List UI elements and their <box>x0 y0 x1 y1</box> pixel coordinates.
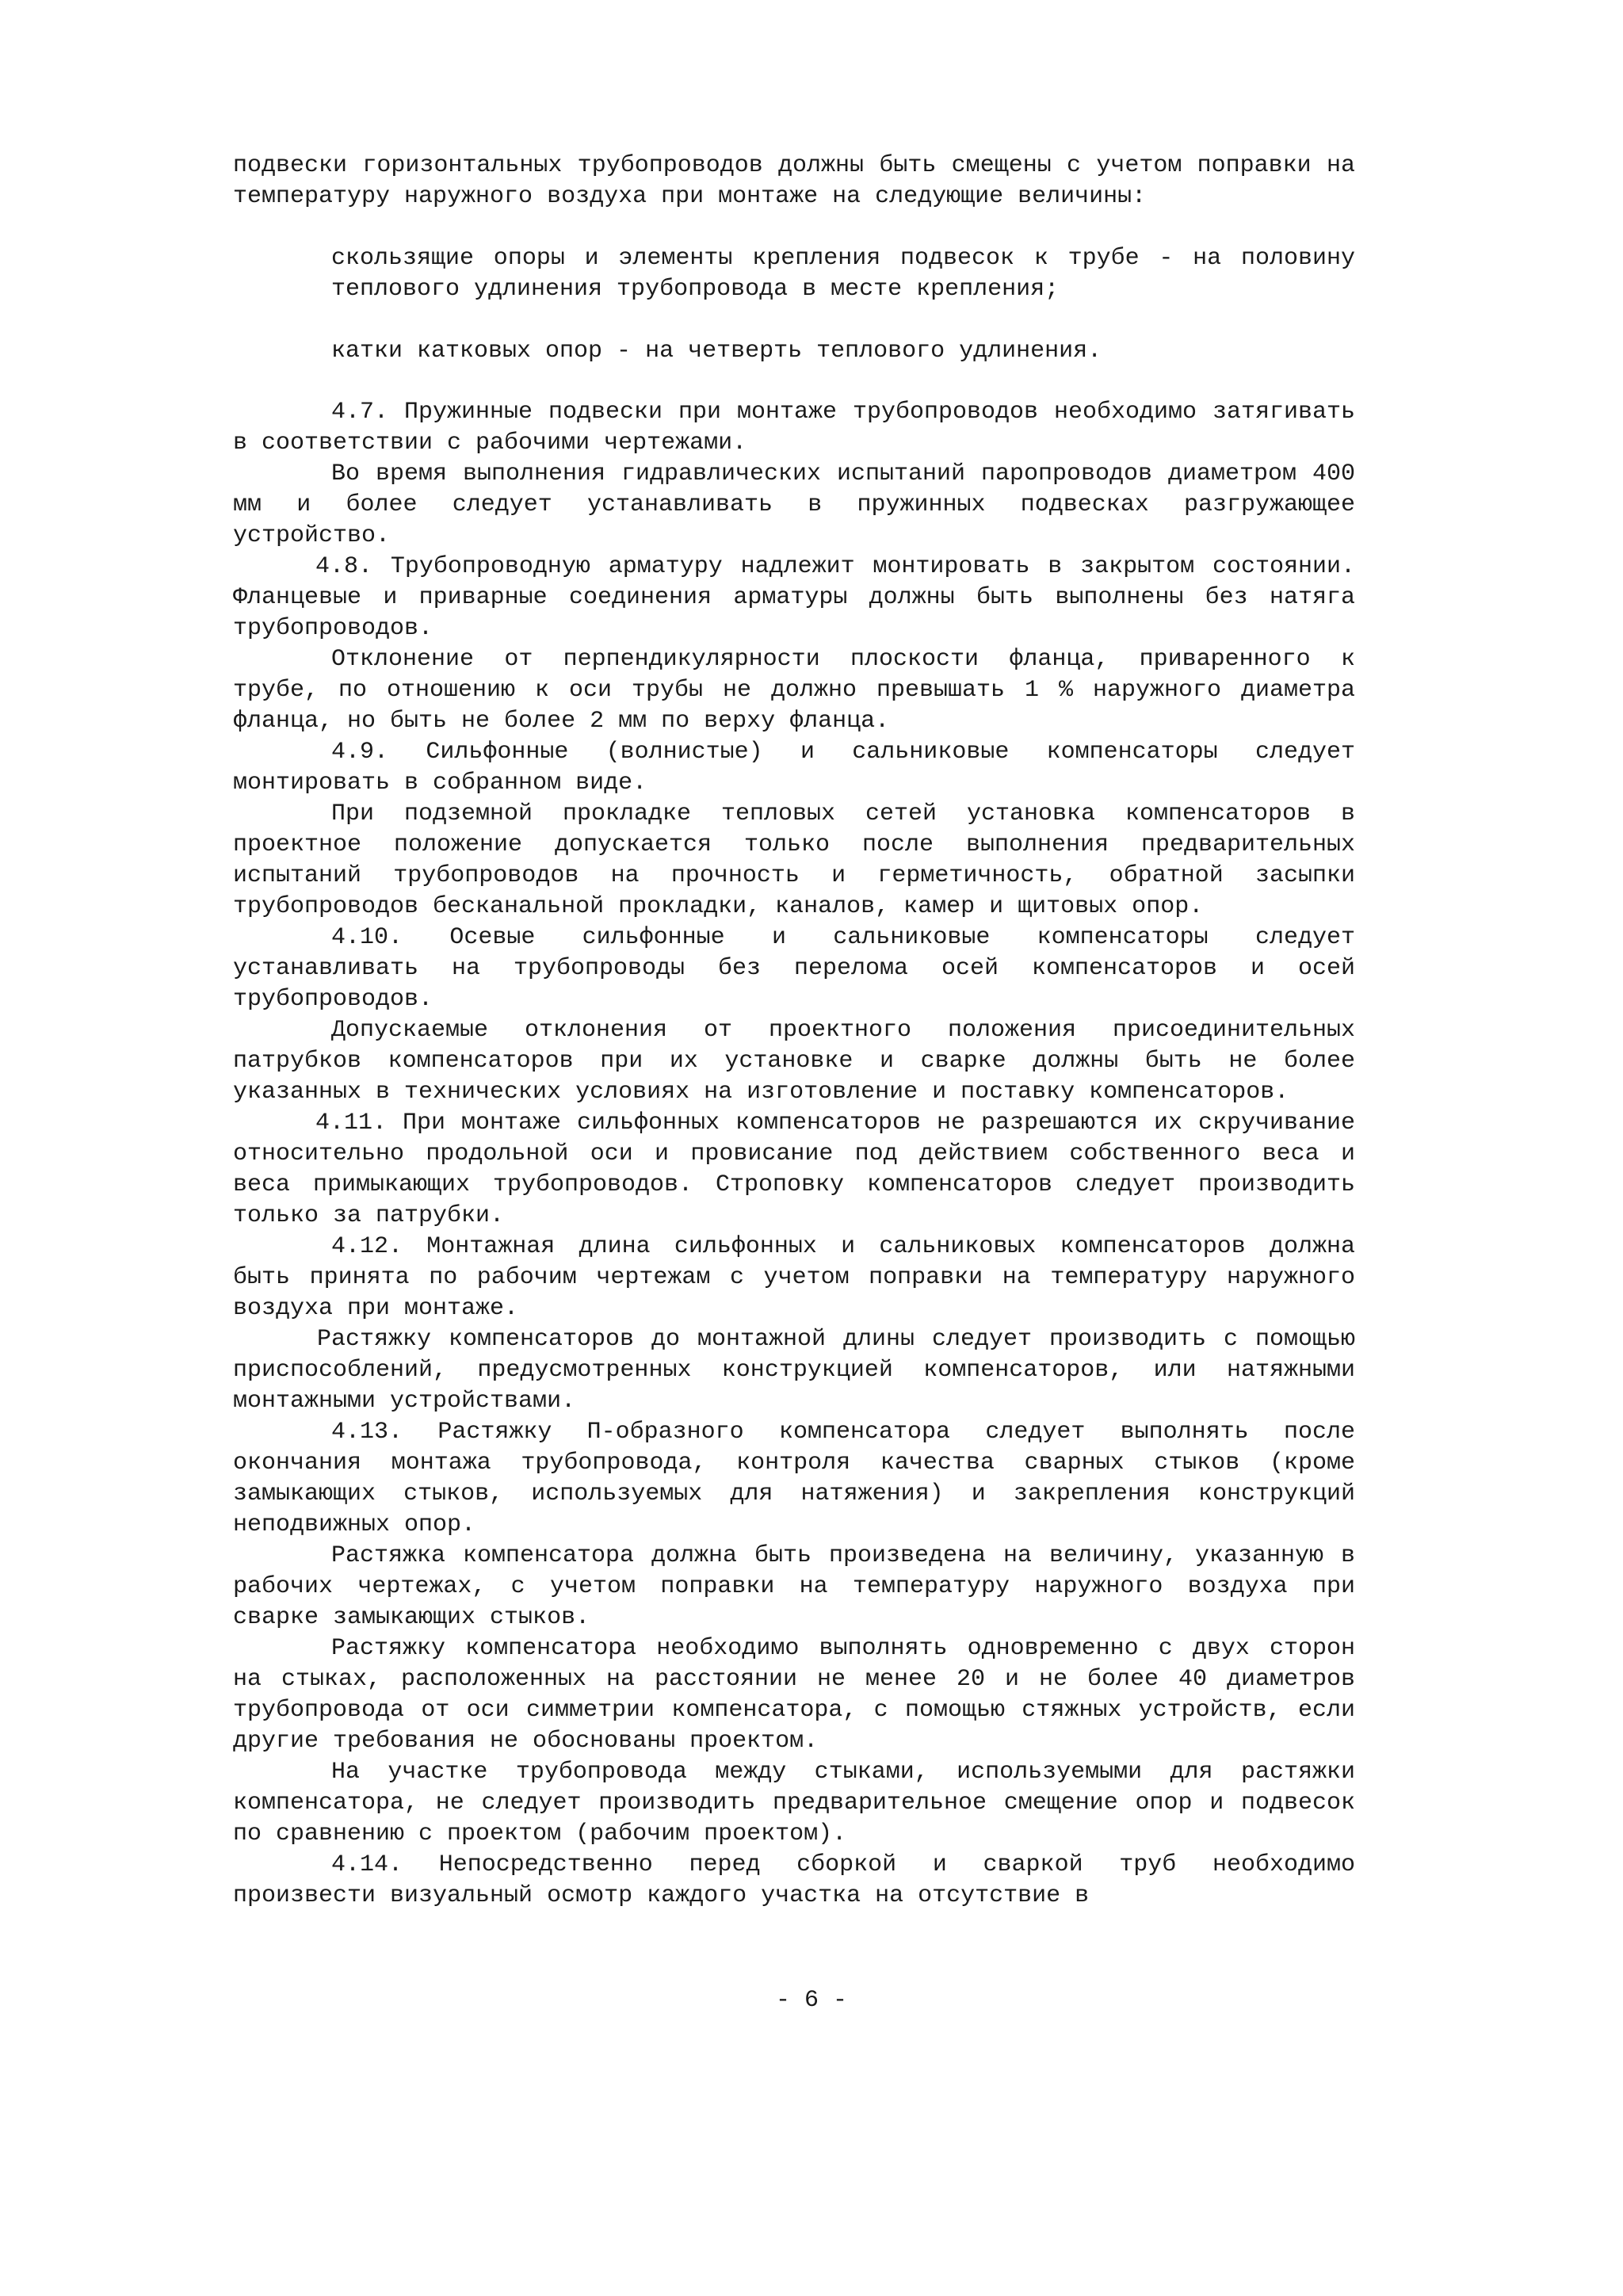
paragraph-flange-deviation: Отклонение от перпендикулярности плоскости фланца, приваренного к трубе, по отношению к оси трубы не должно превышать 1 % наружного диаметра фланца, но быть не более 2 мм по верху фланца. <box>233 646 1355 735</box>
paragraph-hydraulic-tests: Во время выполнения гидравлических испытаний паропроводов диаметром 400 мм и более следует устанавливать в пружинных подвесках разгружающее устройство. <box>233 460 1355 549</box>
paragraph-4-7: 4.7. Пружинные подвески при монтаже трубопроводов необходимо затягивать в соответствии с рабочими чертежами. <box>233 399 1355 457</box>
list-item-roller-supports: катки катковых опор - на четверть теплового удлинения. <box>331 338 1102 365</box>
paragraph-stretch-value: Растяжка компенсатора должна быть произведена на величину, указанную в рабочих чертежах, с учетом поправки на температуру наружного воздуха при сварке замыкающих стыков. <box>233 1542 1355 1631</box>
intro-paragraph: подвески горизонтальных трубопроводов должны быть смещены с учетом поправки на температуру наружного воздуха при монтаже на следующие величины: <box>233 152 1355 210</box>
paragraph-allowed-deviations: Допускаемые отклонения от проектного положения присоединительных патрубков компенсаторов при их установке и сварке должны быть не более указанных в технических условиях на изготовление и поставку компенсаторов. <box>233 1017 1355 1106</box>
paragraph-pipe-section: На участке трубопровода между стыками, используемыми для растяжки компенсатора, не следует производить предварительное смещение опор и подвесок по сравнению с проектом (рабочим проектом). <box>233 1759 1355 1847</box>
paragraph-underground-laying: При подземной прокладке тепловых сетей установка компенсаторов в проектное положение допускается только после выполнения предварительных испытаний трубопроводов на прочность и герметичность, обратной засыпки трубопроводов бесканальной прокладки, каналов, камер и щитовых опор. <box>233 800 1355 920</box>
paragraph-4-10: 4.10. Осевые сильфонные и сальниковые компенсаторы следует устанавливать на трубопроводы без перелома осей компенсаторов и осей трубопроводов. <box>233 924 1355 1013</box>
paragraph-4-14: 4.14. Непосредственно перед сборкой и сваркой труб необходимо произвести визуальный осмотр каждого участка на отсутствие в <box>233 1851 1355 1909</box>
list-item-sliding-supports: скользящие опоры и элементы крепления подвесок к трубе - на половину теплового удлинения трубопровода в месте крепления; <box>331 245 1355 303</box>
paragraph-stretching-devices: Растяжку компенсаторов до монтажной длины следует производить с помощью приспособлений, предусмотренных конструкцией компенсаторов, или натяжными монтажными устройствами. <box>233 1326 1355 1415</box>
paragraph-4-13: 4.13. Растяжку П-образного компенсатора следует выполнять после окончания монтажа трубопровода, контроля качества сварных стыков (кроме замыкающих стыков, используемых для натяжения) и закрепления конструкций неподвижных опор. <box>233 1419 1355 1538</box>
page-number: - 6 - <box>775 1987 847 2014</box>
paragraph-stretch-both-sides: Растяжку компенсатора необходимо выполнять одновременно с двух сторон на стыках, расположенных на расстоянии не менее 20 и не более 40 диаметров трубопровода от оси симметрии компенсатора, с помощью стяжных устройств, если другие требования не обоснованы проектом. <box>233 1635 1355 1755</box>
document-body <box>233 151 1355 1912</box>
paragraph-4-11: 4.11. При монтаже сильфонных компенсаторов не разрешаются их скручивание относительно продольной оси и провисание под действием собственного веса и веса примыкающих трубопроводов. Строповку компенсаторов следует производить только за патрубки. <box>233 1110 1355 1229</box>
paragraph-4-12: 4.12. Монтажная длина сильфонных и сальниковых компенсаторов должна быть принята по рабочим чертежам с учетом поправки на температуру наружного воздуха при монтаже. <box>233 1233 1355 1322</box>
paragraph-4-9: 4.9. Сильфонные (волнистые) и сальниковые компенсаторы следует монтировать в собранном виде. <box>233 739 1355 797</box>
paragraph-4-8: 4.8. Трубопроводную арматуру надлежит монтировать в закрытом состоянии. Фланцевые и приварные соединения арматуры должны быть выполнены без натяга трубопроводов. <box>233 553 1355 642</box>
